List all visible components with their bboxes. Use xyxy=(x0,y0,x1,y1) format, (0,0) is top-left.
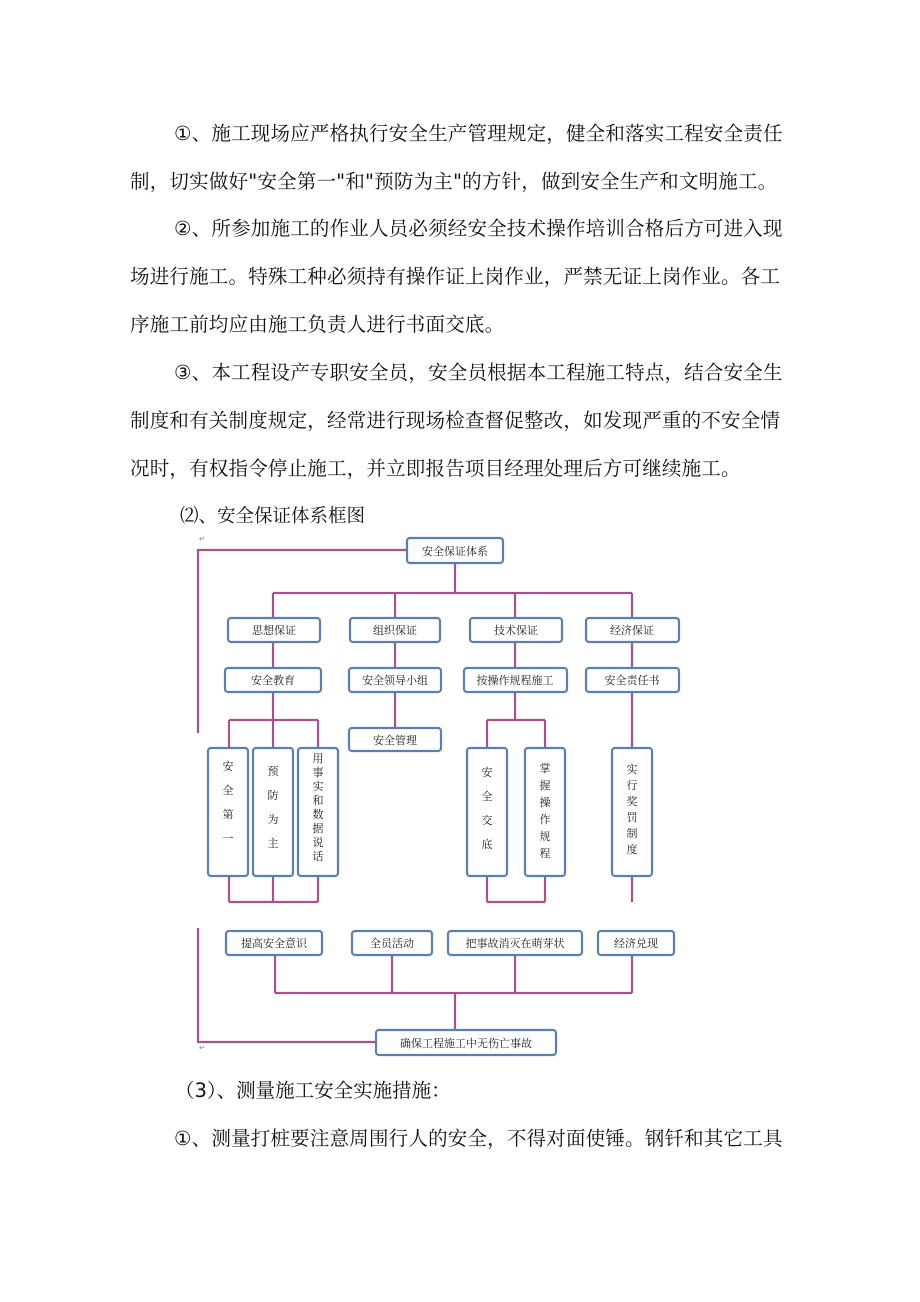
box-safety-first xyxy=(208,748,248,876)
margin-mark: ↵ xyxy=(199,1044,205,1052)
box-raise-safety-awareness xyxy=(226,931,322,955)
box-facts-and-data xyxy=(298,748,338,876)
section-3-heading: （3）、测量施工安全实施措施： xyxy=(175,1079,451,1102)
paragraph-2-line-2: 场进行施工。特殊工种必须持有操作证上岗作业，严禁无证上岗作业。各工 xyxy=(130,265,781,288)
margin-mark: ↵ xyxy=(199,535,205,543)
box-label: 确保工程施工中无伤亡事故 xyxy=(400,1037,532,1050)
box-organization-assurance xyxy=(350,618,440,642)
box-root xyxy=(407,538,503,563)
box-economic-payout xyxy=(598,931,674,955)
diagram-heading: ⑵、安全保证体系框图 xyxy=(180,506,366,527)
box-technical-assurance xyxy=(470,618,562,642)
box-safety-responsibility-letter xyxy=(586,668,679,692)
box-label: 用事实和数据说话 xyxy=(312,752,324,863)
box-label: 安全教育 xyxy=(251,674,295,687)
box-label: 预防为主 xyxy=(267,765,279,850)
box-label: 安全保证体系 xyxy=(422,545,488,558)
paragraph-1-line-1: ①、施工现场应严格执行安全生产管理规定，健全和落实工程安全责任 xyxy=(174,122,783,145)
box-prevention-first xyxy=(253,748,293,876)
box-label: 组织保证 xyxy=(373,624,417,637)
box-label: 安全第一 xyxy=(222,760,234,845)
box-economic-assurance xyxy=(586,618,679,642)
box-label: 提高安全意识 xyxy=(241,937,307,950)
box-label: 掌握操作规程 xyxy=(539,762,551,860)
box-safety-briefing xyxy=(467,748,507,876)
paragraph-3-line-1: ③、本工程设产专职安全员，安全员根据本工程施工特点，结合安全生 xyxy=(174,361,783,384)
box-label: 实行奖罚制度 xyxy=(626,763,638,856)
box-label: 经济兑现 xyxy=(614,937,658,950)
box-safety-management xyxy=(349,728,441,751)
paragraph-3-line-2: 制度和有关制度规定，经常进行现场检查督促整改，如发现严重的不安全情 xyxy=(130,409,781,432)
paragraph-2-line-1: ②、所参加施工的作业人员必须经安全技术操作培训合格后方可进入现 xyxy=(174,217,783,240)
box-label: 经济保证 xyxy=(610,624,654,637)
box-reward-penalty-system xyxy=(612,748,652,876)
box-thought-assurance xyxy=(228,618,320,642)
box-nip-accidents-in-bud xyxy=(448,931,582,955)
box-follow-operating-procedures xyxy=(464,668,567,692)
box-label: 安全交底 xyxy=(481,766,493,851)
paragraph-3-line-3: 况时，有权指令停止施工，并立即报告项目经理处理后方可继续施工。 xyxy=(130,457,741,480)
paragraph-1-line-2: 制，切实做好"安全第一"和"预防为主"的方针，做到安全生产和文明施工。 xyxy=(130,170,778,193)
box-label: 思想保证 xyxy=(252,624,296,637)
paragraph-2-line-3: 序施工前均应由施工负责人进行书面交底。 xyxy=(130,313,505,336)
box-label: 按操作规程施工 xyxy=(476,674,554,687)
box-safety-leadership-group xyxy=(349,668,441,692)
section-3-line-1: ①、测量打桩要注意周围行人的安全，不得对面使锤。钢钎和其它工具 xyxy=(174,1127,783,1150)
box-label: 安全管理 xyxy=(373,734,417,747)
box-safety-education xyxy=(225,668,321,692)
box-label: 全员活动 xyxy=(370,937,414,950)
box-label: 安全责任书 xyxy=(604,674,660,687)
box-label: 安全领导小组 xyxy=(362,674,428,687)
box-all-staff-activity xyxy=(352,931,432,955)
box-label: 把事故消灭在萌芽状 xyxy=(465,937,565,950)
box-master-procedures xyxy=(525,748,565,876)
box-goal-no-casualties xyxy=(376,1030,556,1055)
box-label: 技术保证 xyxy=(494,624,538,637)
